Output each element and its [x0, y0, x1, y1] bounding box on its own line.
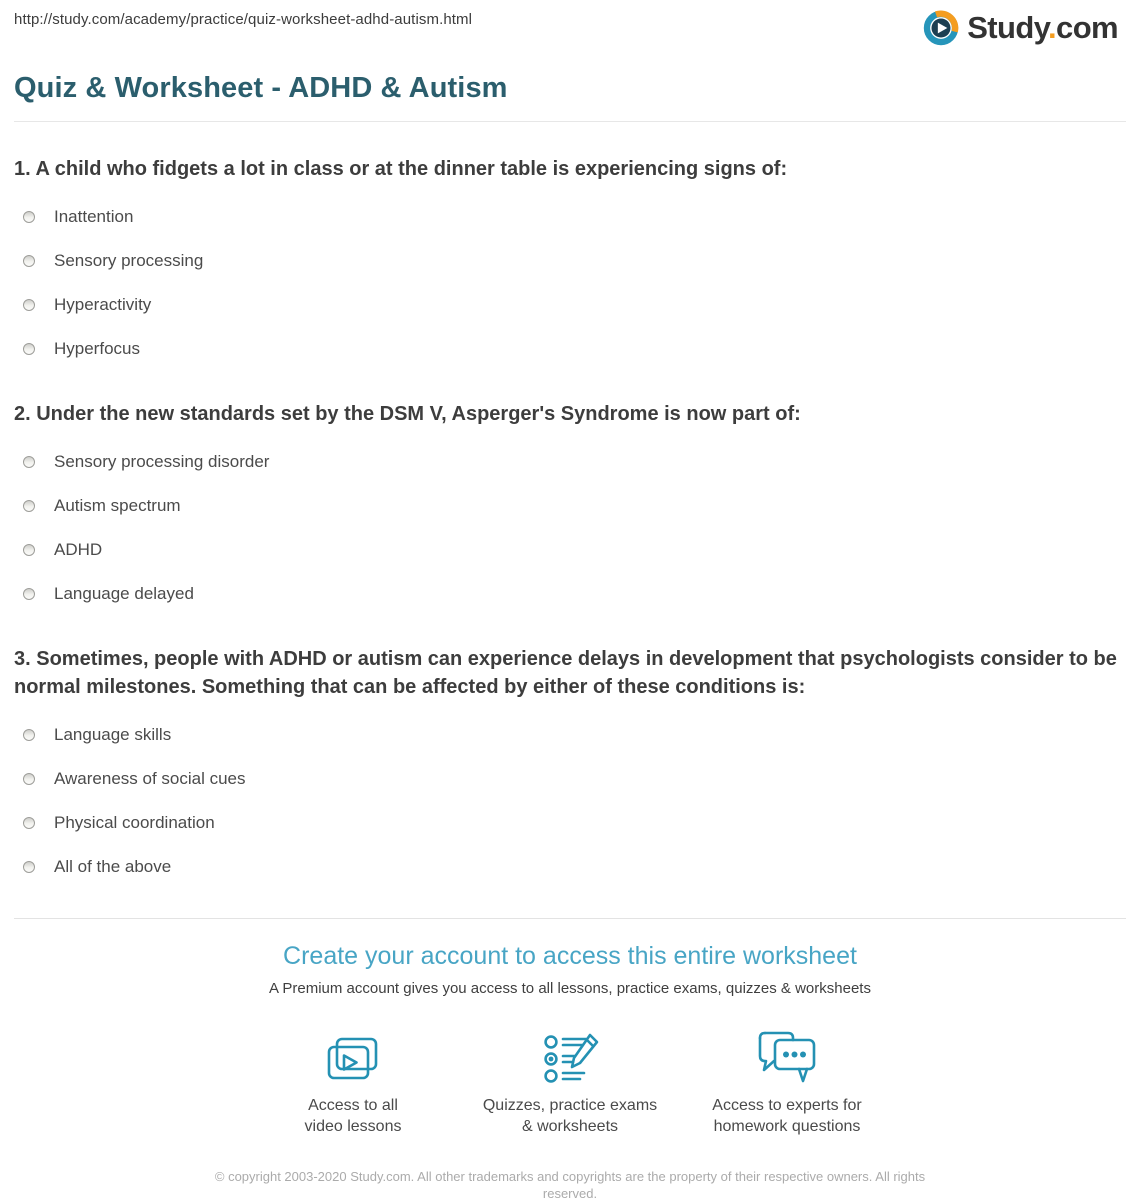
- question-3: [14, 645, 1126, 876]
- chat-experts-icon: [679, 1030, 896, 1086]
- option-label: Sensory processing: [54, 251, 204, 270]
- radio-button[interactable]: [23, 817, 35, 829]
- video-lessons-icon: [245, 1030, 462, 1086]
- answer-option[interactable]: [14, 585, 1126, 603]
- question-2: [14, 400, 1126, 603]
- radio-button[interactable]: [23, 500, 35, 512]
- radio-button[interactable]: [23, 343, 35, 355]
- answer-option[interactable]: [14, 858, 1126, 876]
- answer-option[interactable]: [14, 208, 1126, 226]
- copyright-text: © copyright 2003-2020 Study.com. All other trademarks and copyrights are the property of their respective owners. All rights reserved.: [214, 1169, 926, 1201]
- answer-option[interactable]: [14, 541, 1126, 559]
- answer-option[interactable]: [14, 770, 1126, 788]
- answer-option[interactable]: [14, 296, 1126, 314]
- page-url: http://study.com/academy/practice/quiz-worksheet-adhd-autism.html: [14, 11, 473, 28]
- question-1: [14, 155, 1126, 358]
- radio-button[interactable]: [23, 588, 35, 600]
- section-divider: [14, 918, 1126, 919]
- quiz-worksheet-icon: [462, 1030, 679, 1086]
- radio-button[interactable]: [23, 861, 35, 873]
- premium-subheading: A Premium account gives you access to all lessons, practice exams, quizzes & worksheets: [269, 980, 871, 997]
- signup-section: [14, 942, 1126, 1137]
- radio-button[interactable]: [23, 211, 35, 223]
- answer-option[interactable]: [14, 252, 1126, 270]
- option-label: All of the above: [54, 857, 172, 876]
- option-label: Physical coordination: [54, 813, 215, 832]
- question-2-options: [14, 453, 1126, 603]
- option-label: ADHD: [54, 540, 103, 559]
- studycom-wordmark: Study.com: [967, 10, 1118, 45]
- answer-option[interactable]: [14, 453, 1126, 471]
- feature-label: Access to experts for homework questions: [712, 1097, 862, 1135]
- question-2-text: 2. Under the new standards set by the DSM V, Asperger's Syndrome is now part of:: [14, 403, 801, 425]
- question-1-text: 1. A child who fidgets a lot in class or at the dinner table is experiencing signs of:: [14, 158, 788, 180]
- option-label: Hyperactivity: [54, 295, 152, 314]
- feature-quizzes-worksheets: [462, 1030, 679, 1137]
- option-label: Sensory processing disorder: [54, 452, 270, 471]
- answer-option[interactable]: [14, 726, 1126, 744]
- answer-option[interactable]: [14, 340, 1126, 358]
- question-3-options: [14, 726, 1126, 876]
- question-1-options: [14, 208, 1126, 358]
- feature-label: Quizzes, practice exams & worksheets: [482, 1097, 658, 1135]
- feature-expert-help: [679, 1030, 896, 1137]
- feature-label: Access to all video lessons: [304, 1097, 402, 1135]
- radio-button[interactable]: [23, 544, 35, 556]
- feature-video-lessons: [245, 1030, 462, 1137]
- option-label: Language skills: [54, 725, 172, 744]
- answer-option[interactable]: [14, 497, 1126, 515]
- studycom-play-icon: [922, 9, 960, 47]
- create-account-link[interactable]: Create your account to access this entire worksheet: [283, 942, 857, 970]
- title-divider: [14, 121, 1126, 122]
- option-label: Autism spectrum: [54, 496, 181, 515]
- option-label: Hyperfocus: [54, 339, 140, 358]
- answer-option[interactable]: [14, 814, 1126, 832]
- radio-button[interactable]: [23, 773, 35, 785]
- option-label: Awareness of social cues: [54, 769, 246, 788]
- radio-button[interactable]: [23, 729, 35, 741]
- feature-list: [14, 1030, 1126, 1137]
- page-title: Quiz & Worksheet - ADHD & Autism: [14, 72, 508, 104]
- radio-button[interactable]: [23, 299, 35, 311]
- option-label: Language delayed: [54, 584, 194, 603]
- radio-button[interactable]: [23, 456, 35, 468]
- radio-button[interactable]: [23, 255, 35, 267]
- question-3-text: 3. Sometimes, people with ADHD or autism can experience delays in development that psychologists consider to be normal milestones. Something that can be affected by either of these conditions is:: [14, 648, 1117, 698]
- studycom-logo[interactable]: [922, 9, 1118, 47]
- option-label: Inattention: [54, 207, 134, 226]
